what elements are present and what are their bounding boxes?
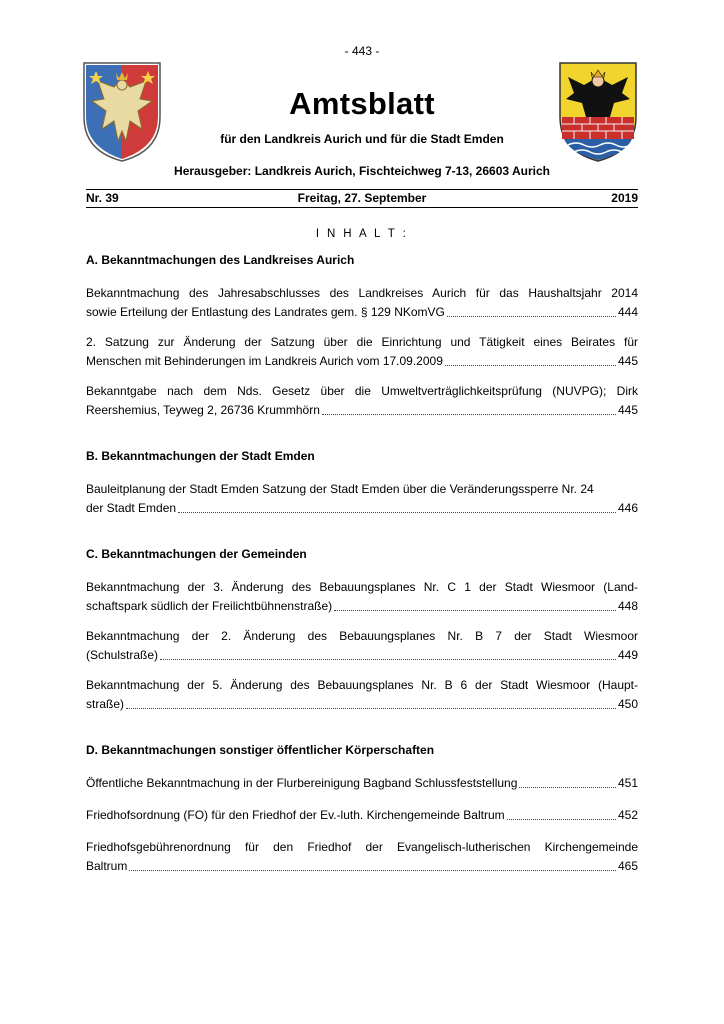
entry-text: sowie Erteilung der Entlastung des Landrates gem. § 129 NKomVG [86,305,445,319]
dot-leader [334,609,616,611]
section-title: D. Bekanntmachungen sonstiger öffentlicher Körperschaften [86,743,435,757]
page-number: - 443 - [344,44,380,58]
toc-entry[interactable] [86,333,638,371]
dot-leader [126,707,616,709]
entry-text: Bekanntmachung der 5. Änderung des Bebauungsplanes Nr. B 6 der Stadt Wiesmoor (Haupt- [86,678,638,692]
entry-text: Bekanntmachung der 3. Änderung des Bebauungsplanes Nr. C 1 der Stadt Wiesmoor (Land- [86,580,638,594]
entry-text: Friedhofsgebührenordnung für den Friedhof der Evangelisch-lutherischen Kirchengemeinde [86,840,638,854]
entry-text: Bekanntmachung des Jahresabschlusses des Landkreises Aurich für das Haushaltsjahr 2014 [86,286,638,300]
dot-leader [322,413,616,415]
publication-title: Amtsblatt [289,86,435,121]
entry-page-number: 444 [617,305,638,319]
toc-entry[interactable] [86,806,638,825]
entry-page-number: 446 [617,501,638,515]
toc-entry[interactable] [86,578,638,616]
dot-leader [129,869,616,871]
section-title: C. Bekanntmachungen der Gemeinden [86,547,307,561]
publisher-line: Herausgeber: Landkreis Aurich, Fischteichweg 7-13, 26603 Aurich [174,164,550,178]
entry-page-number: 445 [617,403,638,417]
toc-heading: I N H A L T : [315,228,409,240]
entry-text: straße) [86,697,125,711]
entry-text: Menschen mit Behinderungen im Landkreis Aurich vom 17.09.2009 [86,354,443,368]
dot-leader [160,658,616,660]
dot-leader [507,818,616,820]
entry-text: Reershemius, Teyweg 2, 26736 Krummhörn [86,403,320,417]
toc-entry[interactable] [86,676,638,714]
entry-text: Öffentliche Bekanntmachung in der Flurbereinigung Bagband Schlussfeststellung [86,776,518,790]
entry-text: Bekanntmachung der 2. Änderung des Bebauungsplanes Nr. B 7 der Stadt Wiesmoor [86,629,638,643]
entry-page-number: 448 [617,599,638,613]
dot-leader [519,786,616,788]
toc-entry[interactable] [86,284,638,322]
entry-text: Bekanntgabe nach dem Nds. Gesetz über die Umweltverträglichkeitsprüfung (NUVPG); Dirk [86,384,638,398]
issue-year: 2019 [611,191,638,205]
issue-bar [86,189,638,208]
entry-text: schaftspark südlich der Freilichtbühnenstraße) [86,599,333,613]
issue-number: Nr. 39 [86,191,119,205]
entry-text: Bauleitplanung der Stadt Emden Satzung der Stadt Emden über die Veränderungssperre Nr. 24 [86,482,594,496]
publication-subtitle: für den Landkreis Aurich und für die Stadt Emden [220,132,504,146]
toc-entry[interactable] [86,480,638,518]
entry-text: Friedhofsordnung (FO) für den Friedhof der Ev.-luth. Kirchengemeinde Baltrum [86,808,505,822]
entry-page-number: 449 [617,648,638,662]
entry-page-number: 451 [617,776,638,790]
toc-entry[interactable] [86,838,638,876]
dot-leader [445,364,616,366]
entry-page-number: 452 [617,808,638,822]
toc-entry[interactable] [86,774,638,793]
section-title: A. Bekanntmachungen des Landkreises Aurich [86,253,355,267]
section-title: B. Bekanntmachungen der Stadt Emden [86,449,315,463]
entry-page-number: 450 [617,697,638,711]
toc-entry[interactable] [86,382,638,420]
issue-date: Freitag, 27. September [297,191,427,205]
entry-text: Baltrum [86,859,128,873]
entry-text: der Stadt Emden [86,501,177,515]
entry-text: (Schulstraße) [86,648,159,662]
toc-entry[interactable] [86,627,638,665]
entry-page-number: 465 [617,859,638,873]
entry-text: 2. Satzung zur Änderung der Satzung über die Einrichtung und Tätigkeit eines Beirates für [86,335,638,349]
dot-leader [447,315,616,317]
entry-page-number: 445 [617,354,638,368]
dot-leader [178,511,616,513]
